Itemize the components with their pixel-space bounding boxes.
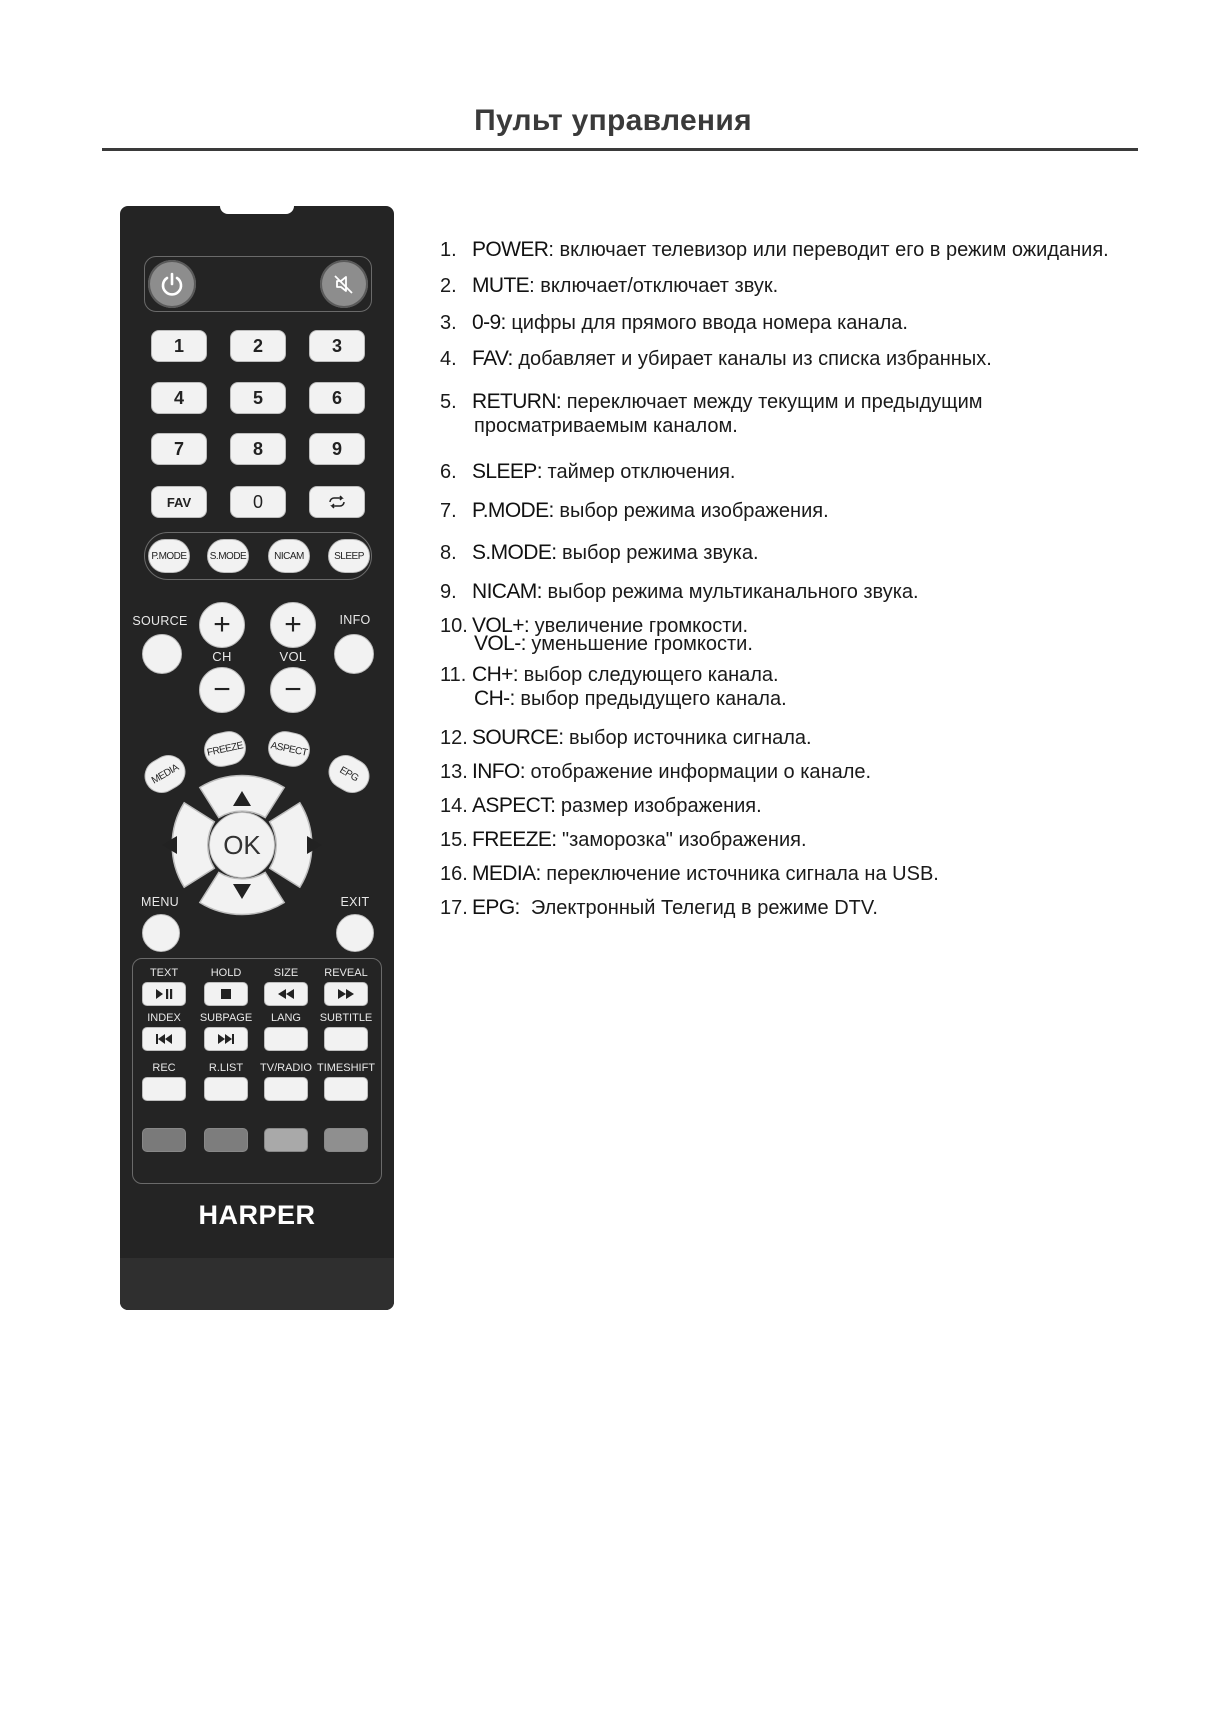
item-key: MUTE xyxy=(472,274,530,297)
item-number: 16. xyxy=(440,863,468,885)
key-0[interactable]: 0 xyxy=(230,486,286,518)
arrow-right-icon xyxy=(307,836,322,854)
index-label: INDEX xyxy=(147,1012,181,1024)
item-number: 3. xyxy=(440,312,457,334)
list-item xyxy=(440,390,983,438)
text-label: TEXT xyxy=(149,967,179,979)
list-item xyxy=(440,663,787,711)
nicam-button[interactable]: NICAM xyxy=(268,539,310,573)
item-key-secondary: CH-: xyxy=(474,687,515,710)
remote-bottom-band xyxy=(120,1258,394,1310)
freeze-button[interactable]: FREEZE xyxy=(201,728,249,770)
dpad-right-button[interactable] xyxy=(270,803,322,887)
key-2[interactable]: 2 xyxy=(230,330,286,362)
previous-icon xyxy=(156,1034,172,1044)
page-title: Пульт управления xyxy=(474,104,752,137)
exit-label: EXIT xyxy=(340,895,370,909)
s-mode-button[interactable]: S.MODE xyxy=(207,539,249,573)
list-item xyxy=(440,862,939,886)
reveal-label: REVEAL xyxy=(324,967,368,979)
subtitle-button[interactable] xyxy=(324,1027,368,1051)
key-9[interactable]: 9 xyxy=(309,433,365,465)
item-key: SOURCE: xyxy=(472,726,564,749)
item-number: 10. xyxy=(440,615,468,637)
item-text: отображение информации о канале. xyxy=(525,761,872,783)
item-text-secondary: уменьшение громкости. xyxy=(525,633,753,655)
dpad-down-button[interactable] xyxy=(200,872,284,914)
info-label: INFO xyxy=(339,613,371,627)
item-text: добавляет и убирает каналы из списка избранных. xyxy=(512,348,992,370)
stop-icon xyxy=(221,989,231,999)
list-item xyxy=(440,541,759,565)
list-item xyxy=(440,274,778,298)
list-item xyxy=(440,726,812,750)
list-item xyxy=(440,794,762,818)
item-text: переключает между текущим и предыдущим xyxy=(561,391,983,413)
item-key: POWER xyxy=(472,238,549,261)
next-icon xyxy=(218,1034,234,1044)
subtitle-label: SUBTITLE xyxy=(319,1012,373,1024)
ok-button[interactable]: OK xyxy=(209,812,275,878)
list-item xyxy=(440,896,878,920)
item-number: 15. xyxy=(440,829,468,851)
item-key: CH+: xyxy=(472,663,519,686)
vol-minus-button[interactable]: − xyxy=(270,667,316,713)
ch-minus-button[interactable]: − xyxy=(199,667,245,713)
list-item xyxy=(440,347,992,371)
epg-button[interactable]: EPG xyxy=(322,749,375,799)
timeshift-button[interactable] xyxy=(324,1077,368,1101)
item-number: 7. xyxy=(440,500,457,522)
rec-button[interactable] xyxy=(142,1077,186,1101)
mute-button[interactable] xyxy=(320,260,368,308)
color-key-3[interactable] xyxy=(264,1128,308,1152)
ch-label: CH xyxy=(212,649,232,664)
item-key: RETURN: xyxy=(472,390,562,413)
brand-logo: HARPER xyxy=(198,1200,316,1230)
r-list-button[interactable] xyxy=(204,1077,248,1101)
item-key-secondary: VOL-: xyxy=(474,632,526,655)
item-text-secondary: выбор предыдущего канала. xyxy=(514,688,787,710)
item-text: переключение источника сигнала на USB. xyxy=(540,863,939,885)
item-number: 12. xyxy=(440,727,468,749)
return-icon xyxy=(326,495,348,509)
item-text: цифры для прямого ввода номера канала. xyxy=(505,312,908,334)
dpad-left-button[interactable] xyxy=(162,803,214,887)
item-number: 17. xyxy=(440,897,468,919)
list-item xyxy=(440,828,807,852)
aspect-button[interactable]: ASPECT xyxy=(265,728,313,770)
index-previous-button[interactable] xyxy=(142,1027,186,1051)
return-button[interactable] xyxy=(309,486,365,518)
item-text: увеличение громкости. xyxy=(529,615,749,637)
item-text: : включает телевизор или переводит его в режим ожидания. xyxy=(548,239,1109,261)
item-text: выбор следующего канала. xyxy=(518,664,779,686)
item-text: выбор источника сигнала. xyxy=(563,727,812,749)
vol-label: VOL xyxy=(279,649,307,664)
power-icon xyxy=(158,270,186,298)
item-key: NICAM: xyxy=(472,580,542,603)
lang-button[interactable] xyxy=(264,1027,308,1051)
power-button[interactable] xyxy=(148,260,196,308)
size-label: SIZE xyxy=(273,967,299,979)
item-number: 5. xyxy=(440,391,457,413)
key-3[interactable]: 3 xyxy=(309,330,365,362)
ch-plus-button[interactable]: + xyxy=(199,602,245,648)
key-1[interactable]: 1 xyxy=(151,330,207,362)
item-text: выбор режима звука. xyxy=(556,542,759,564)
item-text-continued: просматриваемым каналом. xyxy=(474,415,738,437)
item-number: 4. xyxy=(440,348,457,370)
list-item xyxy=(440,760,871,784)
fav-button[interactable]: FAV xyxy=(151,486,207,518)
mute-icon xyxy=(331,271,357,297)
list-item xyxy=(440,580,919,604)
item-key: EPG: xyxy=(472,896,520,919)
item-key: VOL+: xyxy=(472,614,530,637)
fast-forward-icon xyxy=(338,989,354,999)
r-list-label: R.LIST xyxy=(208,1062,244,1074)
tv-radio-label: TV/RADIO xyxy=(260,1062,312,1074)
source-button[interactable] xyxy=(142,634,182,674)
item-number: 6. xyxy=(440,461,457,483)
item-text: выбор режима мультиканального звука. xyxy=(541,581,919,603)
item-key: FAV: xyxy=(472,347,513,370)
p-mode-button[interactable]: P.MODE xyxy=(148,539,190,573)
item-number: 9. xyxy=(440,581,457,603)
menu-button[interactable] xyxy=(142,914,180,952)
item-number: 8. xyxy=(440,542,457,564)
key-8[interactable]: 8 xyxy=(230,433,286,465)
item-text: таймер отключения. xyxy=(541,461,736,483)
color-key-1[interactable] xyxy=(142,1128,186,1152)
subpage-next-button[interactable] xyxy=(204,1027,248,1051)
text-play-pause-button[interactable] xyxy=(142,982,186,1006)
key-5[interactable]: 5 xyxy=(230,382,286,414)
item-number: 14. xyxy=(440,795,468,817)
item-number: 13. xyxy=(440,761,468,783)
key-7[interactable]: 7 xyxy=(151,433,207,465)
rewind-icon xyxy=(278,989,294,999)
list-item xyxy=(440,460,736,484)
list-item xyxy=(440,614,753,655)
item-text: "заморозка" изображения. xyxy=(556,829,807,851)
title-divider xyxy=(102,148,1138,151)
arrow-left-icon xyxy=(162,836,177,854)
media-button[interactable]: MEDIA xyxy=(138,749,191,799)
timeshift-label: TIMESHIFT xyxy=(316,1062,376,1074)
menu-label: MENU xyxy=(140,895,179,909)
source-label: SOURCE xyxy=(132,614,188,628)
lang-label: LANG xyxy=(271,1012,301,1024)
hold-stop-button[interactable] xyxy=(204,982,248,1006)
list-item xyxy=(440,238,1109,262)
item-number: 1. xyxy=(440,239,457,261)
item-key: P.MODE: xyxy=(472,499,554,522)
tv-radio-button[interactable] xyxy=(264,1077,308,1101)
item-key: MEDIA: xyxy=(472,862,541,885)
info-button[interactable] xyxy=(334,634,374,674)
sleep-button[interactable]: SLEEP xyxy=(328,539,370,573)
color-key-2[interactable] xyxy=(204,1128,248,1152)
item-text: выбор режима изображения. xyxy=(553,500,829,522)
item-number: 2. xyxy=(440,275,457,297)
item-number: 11. xyxy=(440,664,467,686)
item-key: SLEEP: xyxy=(472,460,542,483)
item-text: : включает/отключает звук. xyxy=(529,275,779,297)
item-key: FREEZE: xyxy=(472,828,557,851)
item-text: Электронный Телегид в режиме DTV. xyxy=(519,897,878,919)
remote-control xyxy=(120,206,394,1310)
item-text: размер изображения. xyxy=(555,795,762,817)
list-item xyxy=(440,311,908,335)
remote-top-notch xyxy=(220,206,294,214)
exit-button[interactable] xyxy=(336,914,374,952)
item-key: 0-9: xyxy=(472,311,506,334)
reveal-fast-forward-button[interactable] xyxy=(324,982,368,1006)
key-6[interactable]: 6 xyxy=(309,382,365,414)
play-pause-icon xyxy=(155,989,173,999)
key-4[interactable]: 4 xyxy=(151,382,207,414)
item-key: S.MODE: xyxy=(472,541,557,564)
size-rewind-button[interactable] xyxy=(264,982,308,1006)
item-key: INFO: xyxy=(472,760,525,783)
vol-plus-button[interactable]: + xyxy=(270,602,316,648)
list-item xyxy=(440,499,829,523)
subpage-label: SUBPAGE xyxy=(199,1012,253,1024)
item-key: ASPECT: xyxy=(472,794,556,817)
hold-label: HOLD xyxy=(210,967,242,979)
rec-label: REC xyxy=(152,1062,176,1074)
color-key-4[interactable] xyxy=(324,1128,368,1152)
